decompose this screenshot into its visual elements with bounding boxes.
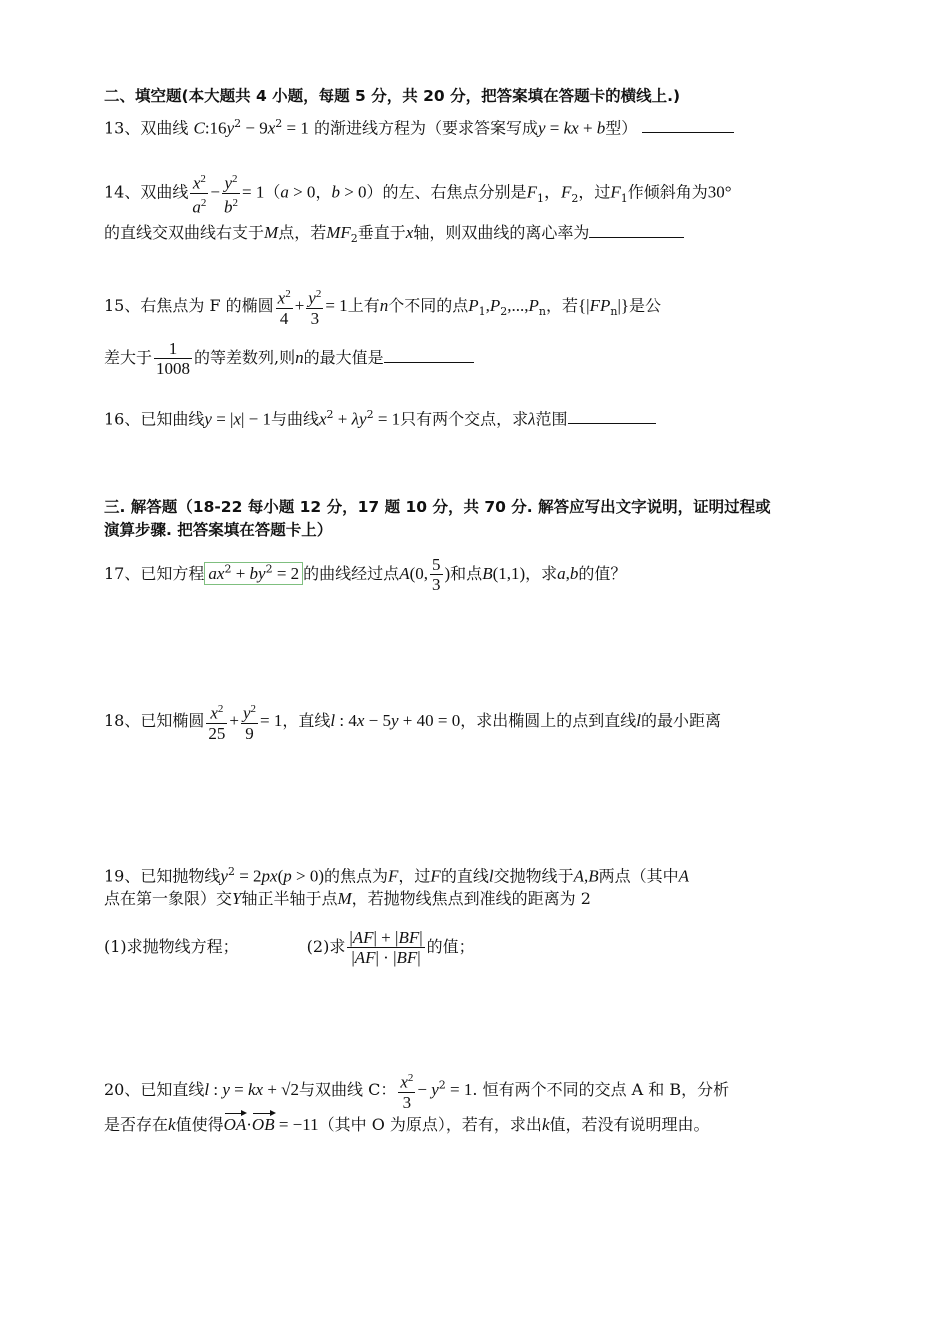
section3-heading: 三. 解答题（18-22 每小题 12 分，17 题 10 分，共 70 分. 解答应写出文字说明，证明过程或	[104, 498, 771, 516]
question-18: 18、已知椭圆 $\frac{x^2}{25}$ + $\frac{y^2}{9}$ = 1，直线l : 4x − 5y + 40 = 0，求出椭圆上的点到直线l的最小距离	[104, 700, 721, 743]
question-17: 17、已知方程 $ax^2 + by^2 = 2$ 的曲线经过点A(0, $\frac{5}{3}$ )和点B(1,1)，求a,b的值？	[104, 555, 627, 594]
q18-number: 18、	[104, 710, 141, 730]
q19-number: 19、	[104, 866, 141, 886]
fraction: $\frac{1}{1008}$	[156, 339, 191, 378]
question-15-cont: 差大于 $\frac{1}{1008}$ 的等差数列,则n的最大值是	[104, 339, 474, 378]
q14-number: 14、	[104, 182, 141, 202]
fraction: $\frac{y^2}{9}$	[241, 700, 258, 743]
q13-number: 13、	[104, 118, 141, 138]
q19-part-2: (2)求	[306, 937, 346, 956]
fraction: $\frac{y^2}{b^2}$	[222, 170, 240, 216]
fraction: $\frac{x^2}{a^2}$	[190, 170, 208, 216]
answer-blank[interactable]	[384, 346, 474, 363]
section3-heading-cont: 演算步骤. 把答案填在答题卡上）	[104, 521, 333, 539]
question-16: 16、已知曲线y = |x| − 1与曲线$x^2 + \lambda y^2 = 1$只有两个交点，求λ范围	[104, 405, 656, 429]
fraction: $\frac{5}{3}$	[432, 555, 441, 594]
question-13: 13、双曲线 $C:16y^2 - 9x^2 = 1$ 的渐进线方程为（要求答案写成y = kx + b型）	[104, 114, 734, 138]
question-20: 20、已知直线l : y = kx + √2与双曲线 C： $\frac{x^2}{3}$ − $y^2 = 1$. 恒有两个不同的交点 A 和 B，分析	[104, 1069, 729, 1112]
vector-oa: OA	[223, 1115, 247, 1134]
q17-number: 17、	[104, 564, 141, 583]
answer-blank[interactable]	[642, 116, 734, 133]
question-14-cont: 的直线交双曲线右支于M点，若$MF_2$垂直于x轴，则双曲线的离心率为	[104, 221, 684, 249]
fraction: $\frac{x^2}{25}$	[206, 700, 227, 743]
fraction: $\frac{x^2}{4}$	[276, 285, 293, 328]
q16-number: 16、	[104, 409, 141, 429]
question-20-cont: 是否存在k值使得OA·OB = −11（其中 O 为原点），若有，求出k值，若没有说明理由。	[104, 1115, 710, 1134]
question-15: 15、右焦点为 F 的椭圆 $\frac{x^2}{4}$ + $\frac{y^2}{3}$ = 1上有n个不同的点$P_1,P_2,...,P_n$，若$\{|FP_n|\}$是公	[104, 285, 661, 328]
q17-equation: $ax^2 + by^2 = 2$	[204, 562, 303, 585]
vector-ob: OB	[251, 1115, 275, 1134]
fraction: $\frac{y^2}{3}$	[306, 285, 323, 328]
fraction: $\frac{|AF| + |BF|}{|AF| \cdot |BF|}$	[349, 928, 423, 967]
q13-equation: C	[193, 118, 205, 138]
answer-blank[interactable]	[568, 407, 656, 424]
question-19-parts: (1)求抛物线方程； (2)求 $\frac{|AF| + |BF|}{|AF| \cdot |BF|}$ 的值；	[104, 928, 475, 967]
q20-number: 20、	[104, 1079, 141, 1099]
question-19: 19、已知抛物线$y^2 = 2px(p > 0)$的焦点为F，过F的直线l交抛物线于A,B两点（其中A	[104, 865, 690, 886]
answer-blank[interactable]	[589, 221, 684, 238]
question-14: 14、双曲线 $\frac{x^2}{a^2}$ − $\frac{y^2}{b^2}$ = 1（a > 0，b > 0）的左、右焦点分别是$F_1$，$F_2$，过$F_1$作倾斜角为30°	[104, 170, 732, 216]
fraction: $\frac{x^2}{3}$	[398, 1069, 415, 1112]
q19-part-1: (1)求抛物线方程；	[104, 937, 239, 956]
question-19-cont: 点在第一象限）交Y轴正半轴于点M，若抛物线焦点到准线的距离为 2	[104, 889, 591, 908]
section2-heading: 二、填空题(本大题共 4 小题，每题 5 分，共 20 分，把答案填在答题卡的横线上.)	[104, 87, 681, 105]
q15-number: 15、	[104, 295, 141, 315]
